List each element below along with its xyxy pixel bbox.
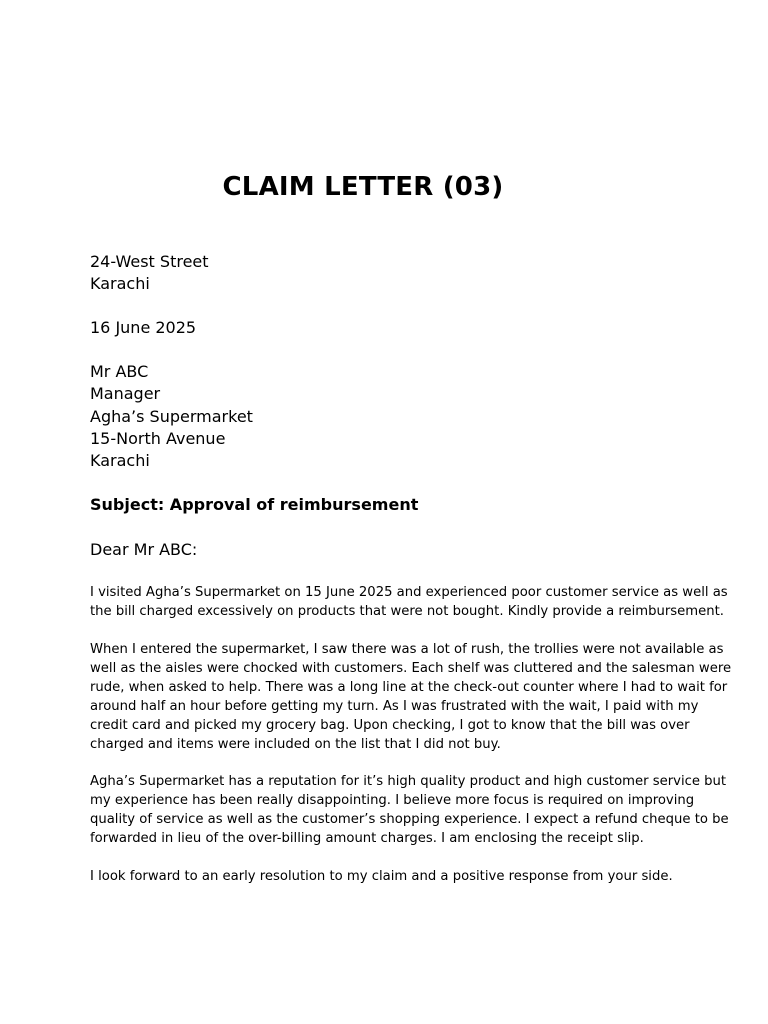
- paragraph-line: around half an hour before getting my turn. As I was frustrated with the wait, I paid with my: [90, 699, 699, 714]
- sender-address: [90, 251, 690, 296]
- recipient-line: 15-North Avenue: [90, 428, 226, 448]
- recipient-line: Karachi: [90, 451, 150, 471]
- letter-salutation: Dear Mr ABC:: [90, 540, 198, 559]
- paragraph-line: When I entered the supermarket, I saw there was a lot of rush, the trollies were not available as: [90, 642, 724, 657]
- paragraph-line: rude, when asked to help. There was a long line at the check-out counter where I had to wait for: [90, 680, 728, 695]
- body-paragraph-4: [90, 867, 690, 886]
- letter-date: 16 June 2025: [90, 318, 197, 337]
- recipient-line: Manager: [90, 384, 161, 404]
- body-paragraph-3: [90, 772, 729, 848]
- paragraph-line: my experience has been really disappointing. I believe more focus is required on improving: [90, 793, 695, 808]
- sender-address-line: Karachi: [90, 274, 150, 294]
- body-paragraph-2: [90, 640, 732, 754]
- recipient-line: Agha’s Supermarket: [90, 406, 253, 426]
- paragraph-line: I look forward to an early resolution to my claim and a positive response from your side.: [90, 869, 673, 884]
- sender-address-line: 24-West Street: [90, 252, 209, 271]
- paragraph-line: Agha’s Supermarket has a reputation for it’s high quality product and high customer service but: [90, 774, 727, 789]
- paragraph-line: I visited Agha’s Supermarket on 15 June 2025 and experienced poor customer service as well as: [90, 585, 728, 600]
- paragraph-line: well as the aisles were chocked with customers. Each shelf was cluttered and the salesman were: [90, 661, 732, 676]
- paragraph-line: the bill charged excessively on products that were not bought. Kindly provide a reimbursement.: [90, 604, 724, 619]
- recipient-address: [90, 361, 690, 472]
- paragraph-line: credit card and picked my grocery bag. Upon checking, I got to know that the bill was over: [90, 718, 690, 733]
- paragraph-line: forwarded in lieu of the over-billing amount charges. I am enclosing the receipt slip.: [90, 831, 644, 846]
- paragraph-line: charged and items were included on the list that I did not buy.: [90, 737, 501, 752]
- body-paragraph-1: [90, 583, 728, 621]
- paragraph-line: quality of service as well as the customer’s shopping experience. I expect a refund cheque to be: [90, 812, 729, 827]
- letter-subject: Subject: Approval of reimbursement: [90, 495, 419, 514]
- recipient-line: Mr ABC: [90, 362, 149, 381]
- letter-title: CLAIM LETTER (03): [222, 172, 504, 202]
